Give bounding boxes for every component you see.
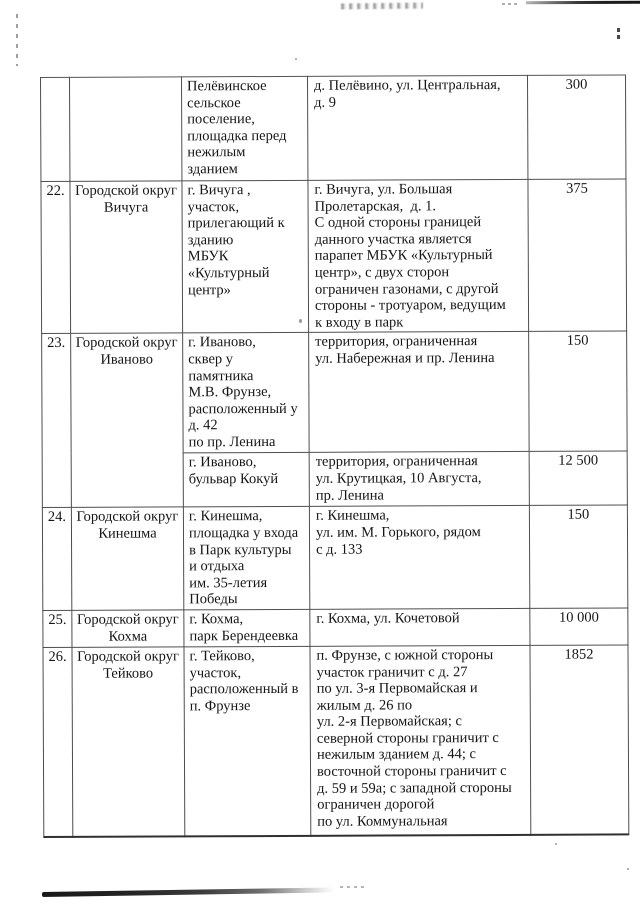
cell-capacity: 12 500 xyxy=(529,451,627,505)
table-row xyxy=(42,331,628,454)
cell-location: г. Кинешма, площадка у входа в Парк культуры и отдыха им. 35-летия Победы xyxy=(183,507,309,610)
cell-number: 26. xyxy=(43,647,73,837)
cell-municipality: Городской округ Вичуга xyxy=(70,181,183,334)
table-row xyxy=(42,505,627,610)
scan-speck xyxy=(627,868,629,870)
cell-capacity: 150 xyxy=(529,331,628,451)
cell-location: г. Иваново, сквер у памятника М.В. Фрунзе, расположенный у д. 42 по пр. Ленина xyxy=(183,333,310,454)
cell-location: г. Иваново, бульвар Кокуй xyxy=(183,453,309,508)
cell-municipality: Городской округ Кинешма xyxy=(71,507,183,610)
table-region xyxy=(40,74,628,838)
scan-line-top-right xyxy=(526,1,640,5)
scan-dashes-top xyxy=(502,3,520,5)
cell-number: 23. xyxy=(42,334,72,508)
scan-mark-left-margin xyxy=(16,14,18,66)
scan-mark-right-edge xyxy=(617,28,620,39)
cell-address: д. Пелёвино, ул. Центральная, д. 9 xyxy=(307,75,527,180)
cell-location: г. Тейково, участок, расположенный в п. Фрунзе xyxy=(184,646,311,837)
cell-location: г. Вичуга , участок, прилегающий к зданию МБУК «Культурный центр» xyxy=(182,180,309,333)
cell-municipality: Городской округ Тейково xyxy=(72,647,185,837)
scan-speck xyxy=(555,843,557,845)
cell-municipality: Городской округ Кохма xyxy=(72,610,184,647)
cell-capacity: 1852 xyxy=(530,645,629,835)
document-table xyxy=(40,74,629,838)
cell-municipality xyxy=(70,77,182,181)
table-row xyxy=(43,608,628,648)
cell-number: 22. xyxy=(41,181,71,333)
scan-speck xyxy=(295,58,297,60)
cell-address: г. Кохма, ул. Кочетовой xyxy=(310,608,530,646)
table-row xyxy=(43,645,629,838)
cell-capacity: 375 xyxy=(528,179,627,332)
table-row xyxy=(41,179,627,334)
cell-number xyxy=(41,77,70,181)
cell-location: г. Кохма, парк Берендеевка xyxy=(184,609,310,647)
cell-location: Пелёвинское сельское поселение, площадка перед нежилым зданием xyxy=(182,76,308,181)
cell-number: 24. xyxy=(42,508,71,611)
cell-address: г. Вичуга, ул. Большая Пролетарская, д. 1. С одной стороны границей данного участка является парапет МБУК «Культурный центр», с двух сторон ограничен газонами, с другой стороны - тротуаром, ведущим к входу в парк xyxy=(308,179,529,332)
cell-capacity: 300 xyxy=(527,75,625,179)
cell-address: п. Фрунзе, с южной стороны участок граничит с д. 27 по ул. 3-я Первомайская и жилым д. 26 по ул. 2-я Первомайская; с северной стороны граничит с нежилым зданием д. 44; с восточной стороны граничит с д. 59 и 59а; с западной стороны ограничен дорогой по ул. Коммунальная xyxy=(310,645,531,836)
cell-address: территория, ограниченная ул. Крутицкая, 10 Августа, пр. Ленина xyxy=(309,452,529,507)
cell-address: г. Кинешма, ул. им. М. Горького, рядом с д. 133 xyxy=(309,506,529,610)
cell-capacity: 10 000 xyxy=(530,608,628,645)
scan-dashes-bottom xyxy=(340,886,364,888)
cell-municipality: Городской округ Иваново xyxy=(71,333,184,507)
cell-number: 25. xyxy=(43,610,72,647)
scan-smudge-top xyxy=(341,3,423,10)
cell-address: территория, ограниченная ул. Набережная и пр. Ленина xyxy=(309,332,530,453)
scan-smudge-bottom xyxy=(42,887,334,897)
cell-capacity: 150 xyxy=(529,505,627,608)
table-row xyxy=(41,75,626,182)
